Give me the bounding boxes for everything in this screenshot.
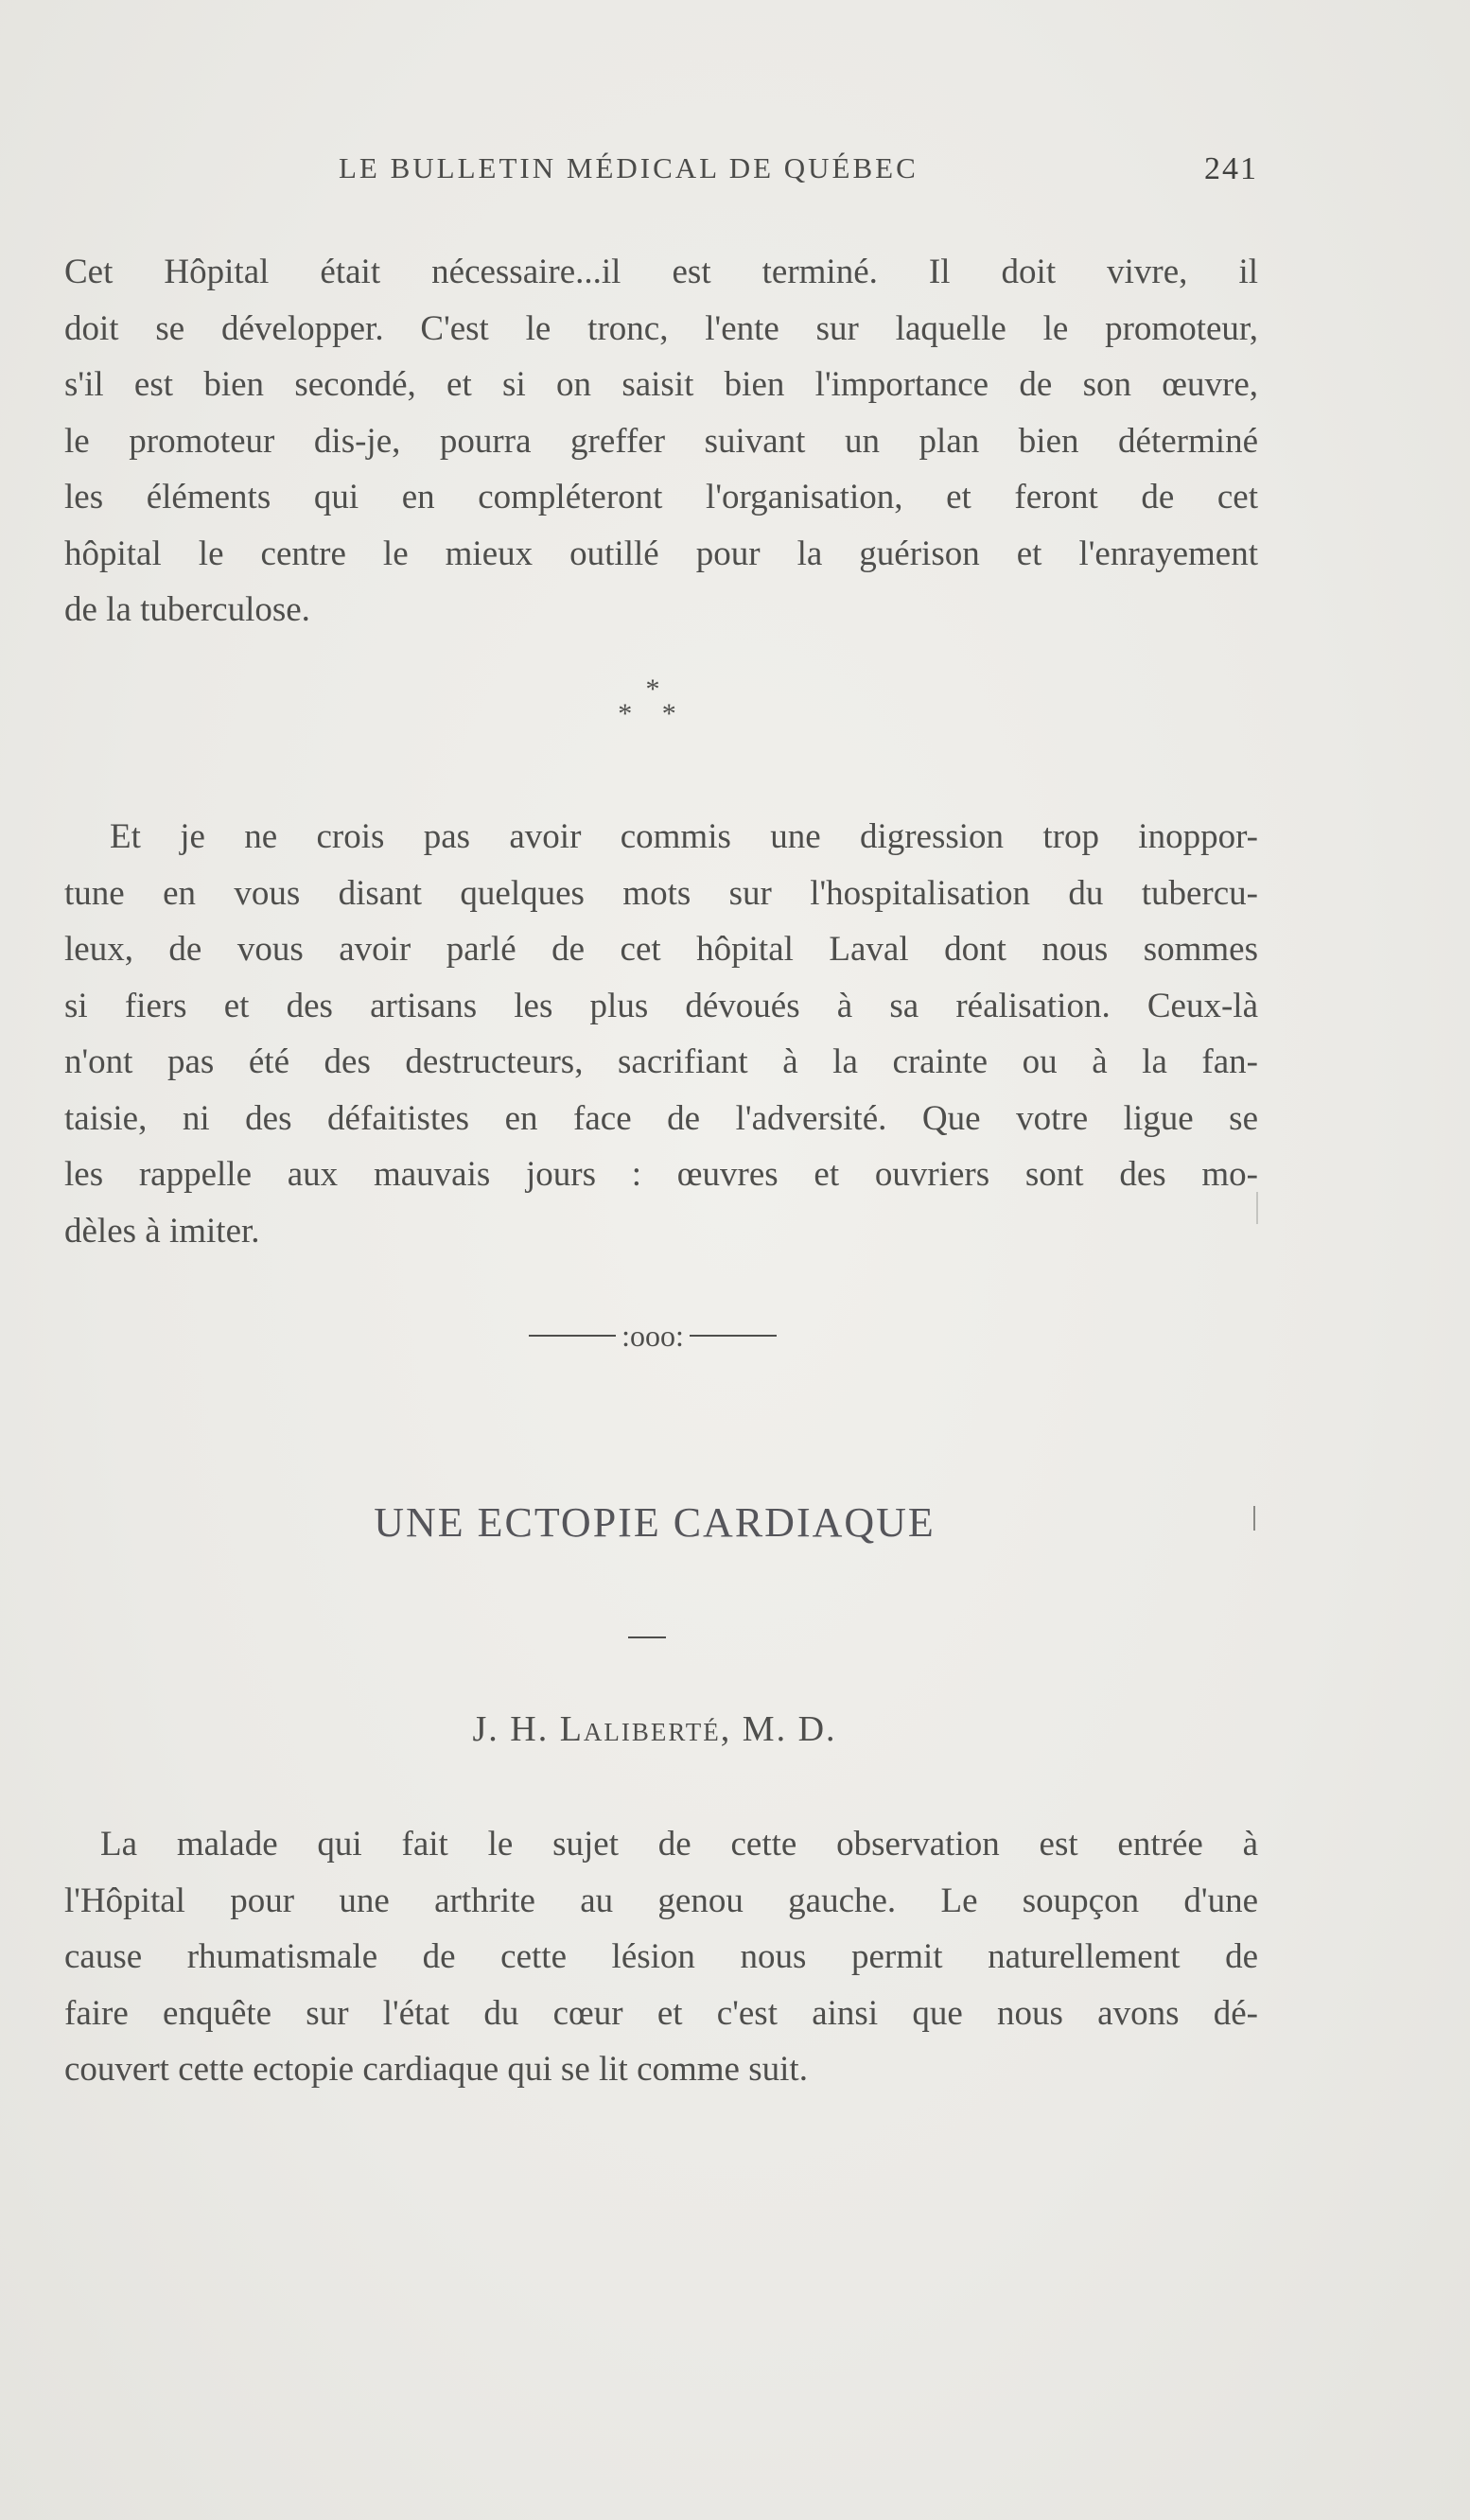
- asterism-divider: [605, 674, 700, 729]
- text-line: couvert cette ectopie cardiaque qui se lit comme suit.: [64, 2050, 808, 2089]
- margin-mark: [1253, 1506, 1255, 1531]
- text-line: faire enquête sur l'état du cœur et c'est ainsi que nous avons dé-: [64, 1993, 1258, 2033]
- paragraph-hospital: [64, 244, 1258, 639]
- text-line: si fiers et des artisans les plus dévoués à sa réalisation. Ceux-là: [64, 986, 1258, 1025]
- text-line: leux, de vous avoir parlé de cet hôpital Laval dont nous sommes: [64, 930, 1258, 969]
- text-line: cause rhumatismale de cette lésion nous permit naturellement de: [64, 1937, 1258, 1976]
- running-head: [339, 151, 1258, 193]
- title-rule: [628, 1636, 666, 1638]
- text-line: dèles à imiter.: [64, 1211, 260, 1251]
- asterism-bottom: * *: [618, 698, 688, 729]
- text-line: hôpital le centre le mieux outillé pour la guérison et l'enrayement: [64, 534, 1258, 573]
- text-line: le promoteur dis-je, pourra greffer suivant un plan bien déterminé: [64, 421, 1258, 461]
- text-line: de la tuberculose.: [64, 590, 310, 629]
- text-line: Cet Hôpital était nécessaire...il est terminé. Il doit vivre, il: [64, 253, 1258, 291]
- separator-rule-right: [690, 1335, 777, 1337]
- text-line: les éléments qui en compléteront l'organisation, et feront de cet: [64, 478, 1258, 516]
- article-title: UNE ECTOPIE CARDIAQUE: [374, 1499, 936, 1546]
- paragraph-digression: [64, 809, 1258, 1259]
- text-line: taisie, ni des défaitistes en face de l'adversité. Que votre ligue se: [64, 1098, 1258, 1138]
- author-surname: Laliberté,: [559, 1709, 732, 1749]
- author-initials: J. H.: [472, 1709, 550, 1749]
- asterism-top: *: [645, 674, 660, 705]
- page-number: 241: [1204, 151, 1258, 186]
- text-line: doit se développer. C'est le tronc, l'ente sur laquelle le promoteur,: [64, 308, 1258, 348]
- margin-mark: [1256, 1192, 1258, 1224]
- running-title: LE BULLETIN MÉDICAL DE QUÉBEC: [339, 151, 919, 184]
- separator-mark: :ooo:: [621, 1318, 684, 1353]
- separator-rule-left: [529, 1335, 616, 1337]
- author-degree: M. D.: [742, 1709, 837, 1749]
- text-line: les rappelle aux mauvais jours : œuvres et ouvriers sont des mo-: [64, 1155, 1258, 1194]
- text-line: l'Hôpital pour une arthrite au genou gauche. Le soupçon d'une: [64, 1881, 1258, 1920]
- text-line: n'ont pas été des destructeurs, sacrifiant à la crainte ou à la fan-: [64, 1042, 1258, 1081]
- text-line: Et je ne crois pas avoir commis une digression trop inoppor-: [110, 817, 1258, 856]
- text-line: s'il est bien secondé, et si on saisit bien l'importance de son œuvre,: [64, 365, 1258, 404]
- section-separator: [511, 1317, 795, 1355]
- text-line: La malade qui fait le sujet de cette observation est entrée à: [100, 1825, 1258, 1864]
- article-author: [0, 1708, 1309, 1750]
- text-line: tune en vous disant quelques mots sur l'hospitalisation du tubercu-: [64, 873, 1258, 913]
- paragraph-observation: [64, 1816, 1258, 2098]
